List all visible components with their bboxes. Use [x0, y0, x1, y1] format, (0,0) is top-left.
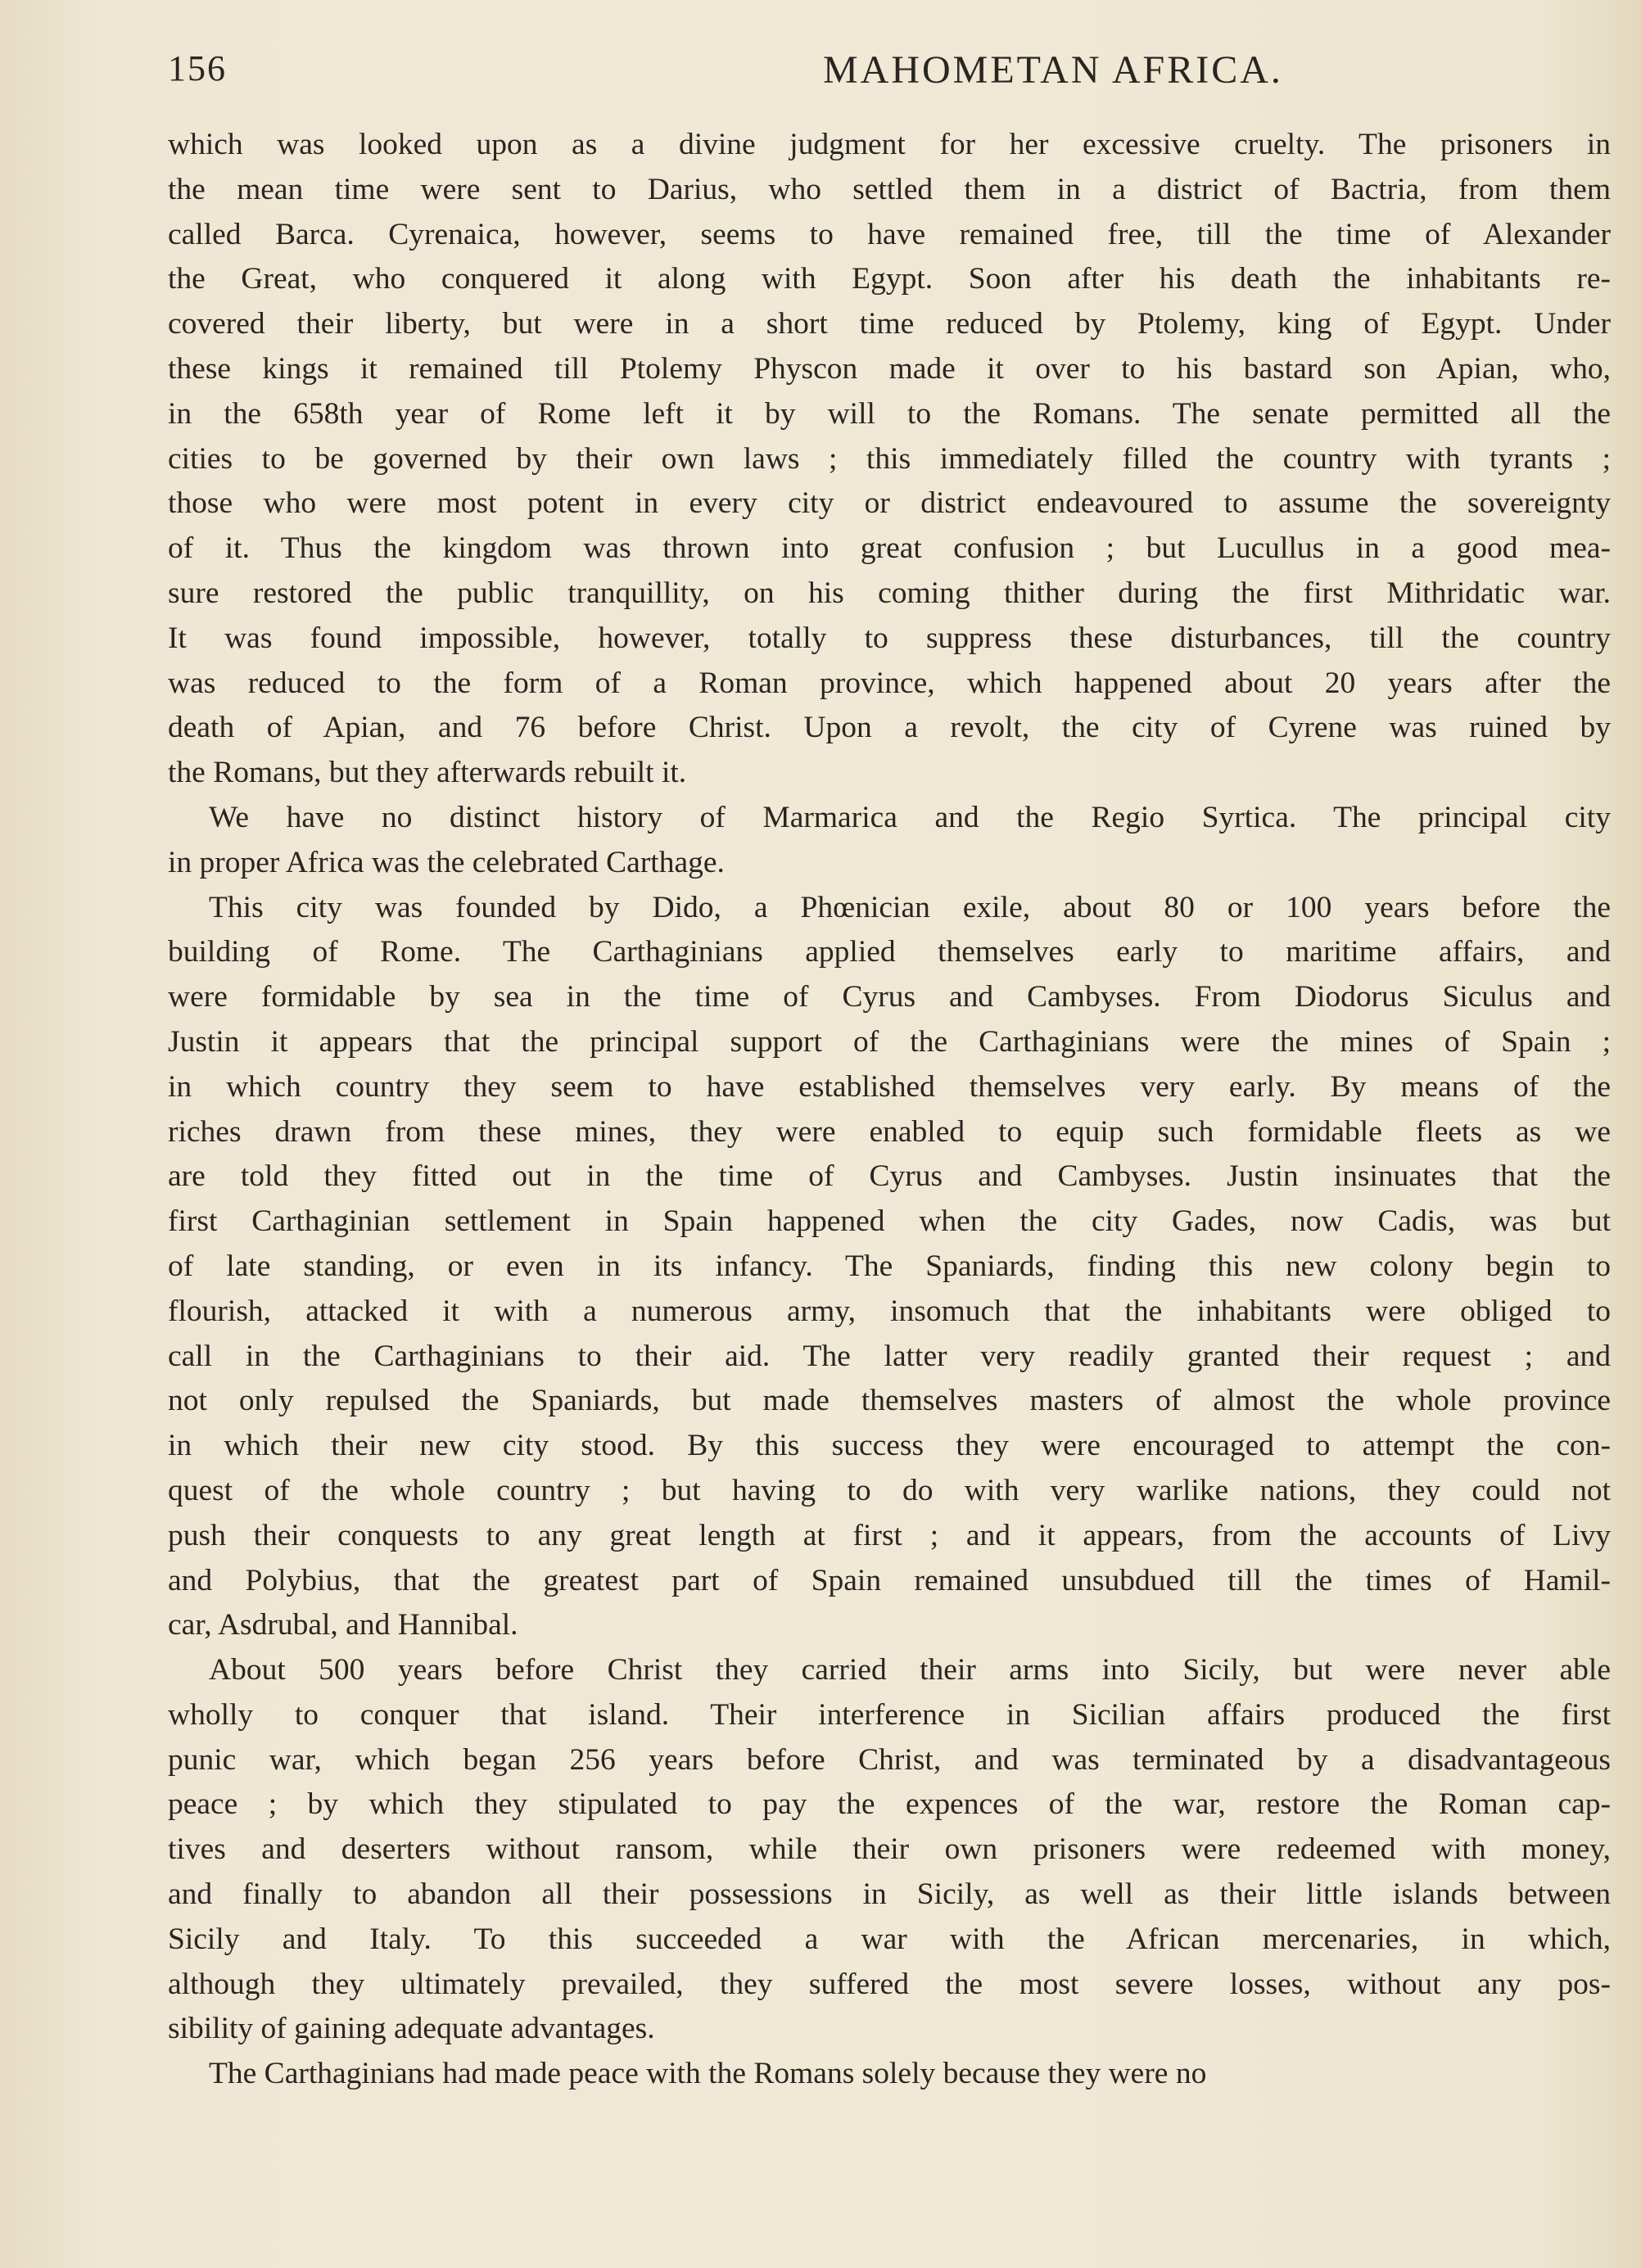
text-line: Sicily and Italy. To this succeeded a war with the African mercenaries, in which,	[168, 1922, 1611, 1956]
text-line: the mean time were sent to Darius, who settled them in a district of Bactria, from them	[168, 172, 1611, 206]
text-line: tives and deserters without ransom, while their own prisoners were redeemed with money,	[168, 1832, 1611, 1867]
text-line: peace ; by which they stipulated to pay the expences of the war, restore the Roman cap-	[168, 1787, 1611, 1822]
text-line: which was looked upon as a divine judgment for her excessive cruelty. The prisoners in	[168, 128, 1611, 161]
text-line: building of Rome. The Carthaginians applied themselves early to maritime affairs, and	[168, 935, 1611, 969]
text-line: covered their liberty, but were in a short time reduced by Ptolemy, king of Egypt. Under	[168, 307, 1611, 341]
text-line: call in the Carthaginians to their aid. The latter very readily granted their request ; and	[168, 1339, 1611, 1373]
text-line: not only repulsed the Spaniards, but made themselves masters of almost the whole province	[168, 1384, 1611, 1418]
text-line: riches drawn from these mines, they were enabled to equip such formidable fleets as we	[168, 1114, 1611, 1149]
text-line: flourish, attacked it with a numerous army, insomuch that the inhabitants were obliged to	[168, 1294, 1611, 1328]
paragraph	[168, 886, 1611, 1649]
text-line: Justin it appears that the principal support of the Carthaginians were the mines of Spain ;	[168, 1024, 1611, 1059]
text-line: car, Asdrubal, and Hannibal.	[168, 1608, 518, 1642]
text-line: was reduced to the form of a Roman province, which happened about 20 years after the	[168, 666, 1611, 700]
text-line: This city was founded by Dido, a Phœnician exile, about 80 or 100 years before the	[209, 890, 1611, 924]
paragraph	[168, 1648, 1611, 2052]
text-line: cities to be governed by their own laws ; this immediately filled the country with tyrants ;	[168, 441, 1611, 476]
text-line: The Carthaginians had made peace with the Romans solely because they were no	[209, 2057, 1207, 2091]
text-line: those who were most potent in every city or district endeavoured to assume the sovereignty	[168, 486, 1611, 521]
paragraph	[168, 2052, 1611, 2097]
text-line: first Carthaginian settlement in Spain happened when the city Gades, now Cadis, was but	[168, 1204, 1611, 1239]
text-line: the Romans, but they afterwards rebuilt it.	[168, 756, 687, 790]
text-line: It was found impossible, however, totally to suppress these disturbances, till the country	[168, 621, 1611, 655]
text-line: and Polybius, that the greatest part of Spain remained unsubdued till the times of Hamil-	[168, 1563, 1611, 1597]
text-line: these kings it remained till Ptolemy Physcon made it over to his bastard son Apian, who,	[168, 351, 1611, 386]
text-line: in the 658th year of Rome left it by will to the Romans. The senate permitted all the	[168, 396, 1611, 431]
text-line: the Great, who conquered it along with Egypt. Soon after his death the inhabitants re-	[168, 262, 1611, 296]
page-number: 156	[168, 48, 227, 88]
text-line: About 500 years before Christ they carried their arms into Sicily, but were never able	[209, 1653, 1611, 1687]
text-line: in which their new city stood. By this success they were encouraged to attempt the con-	[168, 1429, 1611, 1463]
paragraph	[168, 796, 1611, 886]
text-line: in which country they seem to have established themselves very early. By means of the	[168, 1069, 1611, 1104]
text-line: We have no distinct history of Marmarica and the Regio Syrtica. The principal city	[209, 800, 1611, 834]
text-line: of late standing, or even in its infancy. The Spaniards, finding this new colony begin to	[168, 1249, 1611, 1283]
text-line: in proper Africa was the celebrated Carthage.	[168, 845, 725, 879]
text-line: and finally to abandon all their possessions in Sicily, as well as their little islands between	[168, 1877, 1611, 1912]
text-line: wholly to conquer that island. Their interference in Sicilian affairs produced the first	[168, 1697, 1611, 1732]
text-line: death of Apian, and 76 before Christ. Upon a revolt, the city of Cyrene was ruined by	[168, 711, 1611, 745]
text-line: of it. Thus the kingdom was thrown into great confusion ; but Lucullus in a good mea-	[168, 531, 1611, 566]
text-line: punic war, which began 256 years before Christ, and was terminated by a disadvantageous	[168, 1742, 1611, 1777]
text-line: were formidable by sea in the time of Cyrus and Cambyses. From Diodorus Siculus and	[168, 980, 1611, 1014]
text-line: push their conquests to any great length at first ; and it appears, from the accounts of Livy	[168, 1518, 1611, 1552]
text-line: sibility of gaining adequate advantages.	[168, 2012, 655, 2046]
text-line: called Barca. Cyrenaica, however, seems to have remained free, till the time of Alexander	[168, 217, 1611, 251]
text-line: quest of the whole country ; but having to do with very warlike nations, they could not	[168, 1473, 1611, 1507]
page-header	[168, 47, 1641, 105]
text-line: although they ultimately prevailed, they suffered the most severe losses, without any pos-	[168, 1967, 1611, 2001]
running-title: MAHOMETAN AFRICA.	[823, 48, 1283, 92]
paragraph	[168, 123, 1611, 796]
body-text	[168, 123, 1611, 2097]
text-line: sure restored the public tranquillity, on his coming thither during the first Mithridatic war.	[168, 576, 1611, 610]
text-line: are told they fitted out in the time of Cyrus and Cambyses. Justin insinuates that the	[168, 1159, 1611, 1194]
